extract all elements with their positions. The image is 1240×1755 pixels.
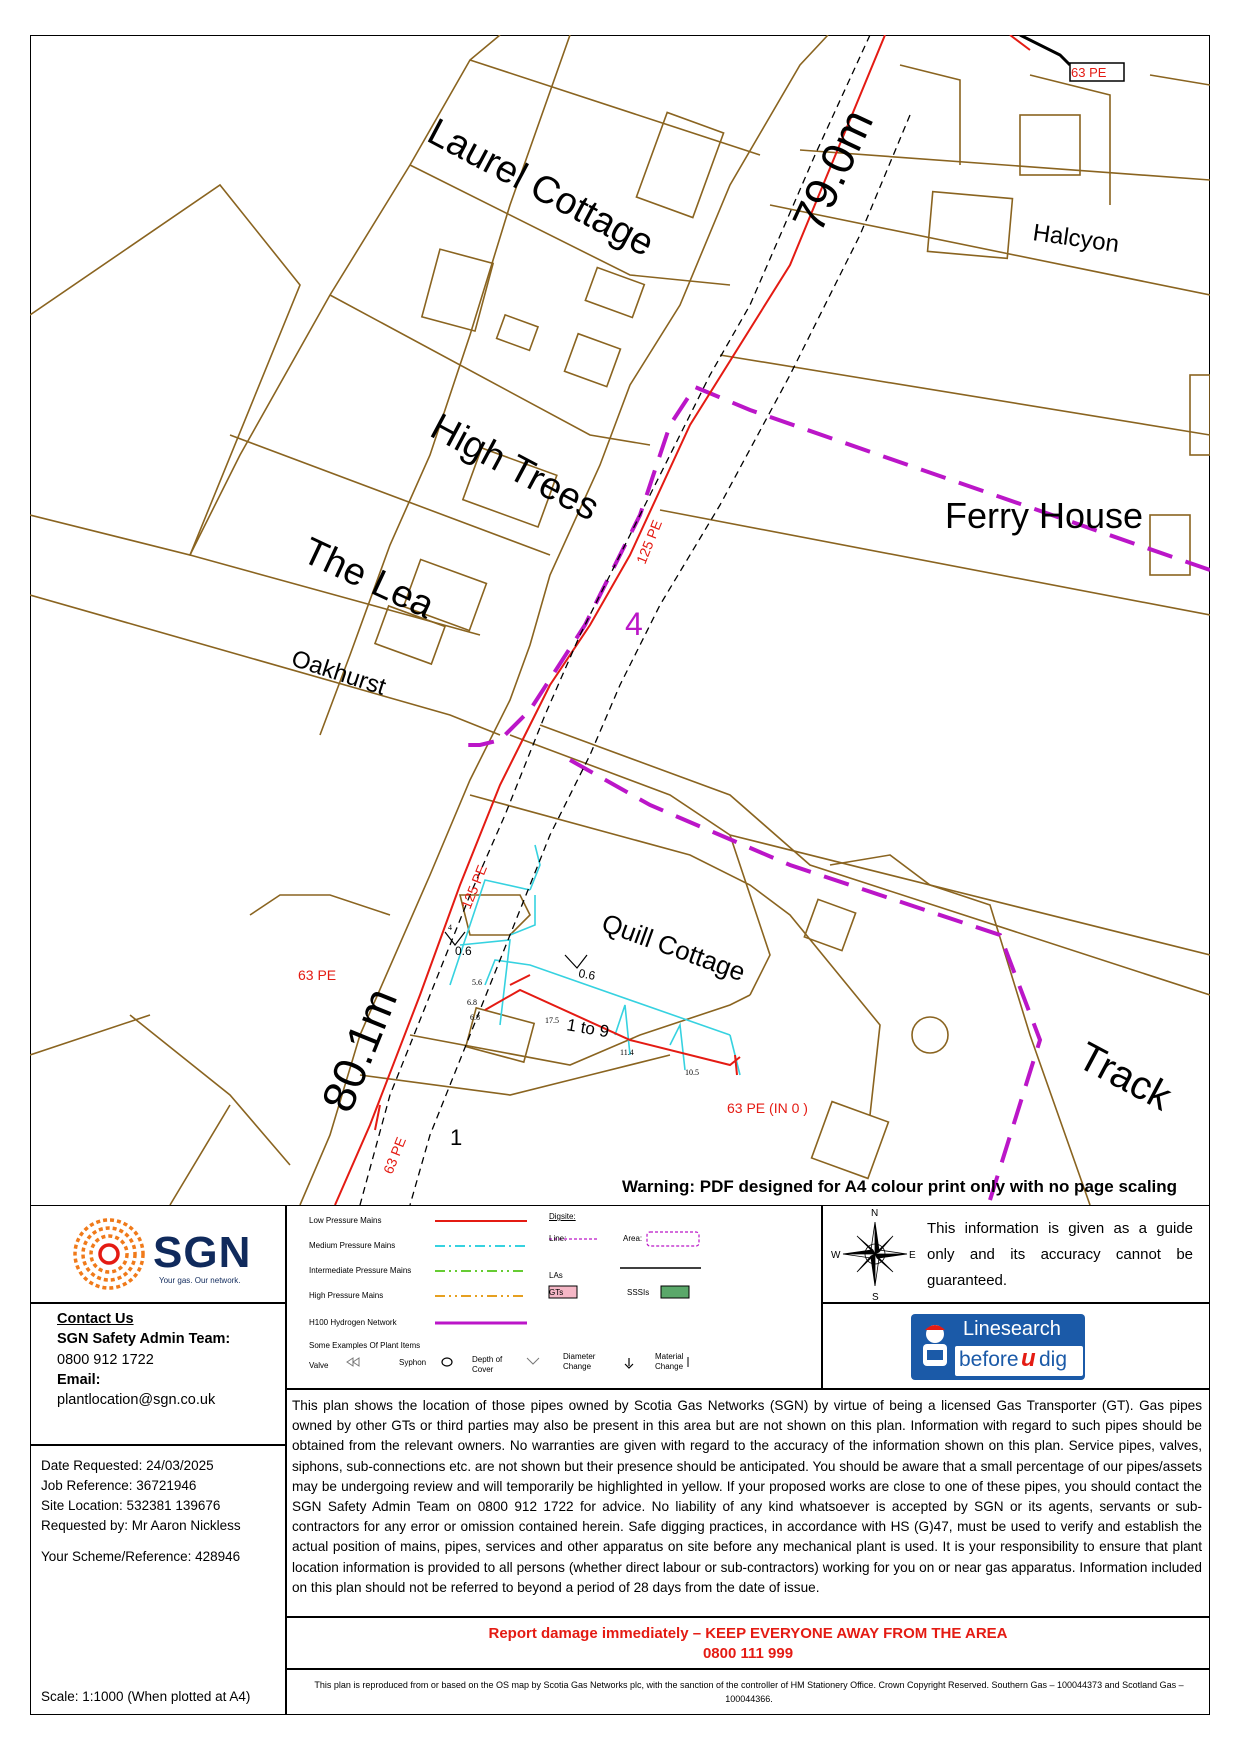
zone-number-label: 4 bbox=[625, 606, 643, 642]
map-labels bbox=[288, 65, 1179, 1196]
legend-intermediate: Intermediate Pressure Mains bbox=[309, 1266, 412, 1275]
property-label: Quill Cottage bbox=[597, 907, 750, 988]
contact-email-label: Email: bbox=[57, 1372, 101, 1388]
property-label: Halcyon bbox=[1031, 219, 1121, 259]
depth-label: 0.6 bbox=[455, 944, 472, 958]
logo-panel bbox=[30, 1205, 286, 1303]
legend-area: Area: bbox=[623, 1234, 643, 1243]
legend-syphon: Syphon bbox=[399, 1358, 427, 1367]
legend-gts: GTs bbox=[549, 1288, 564, 1297]
sgn-logo-text: SGN bbox=[153, 1228, 252, 1277]
legend-digsite: Digsite: bbox=[549, 1212, 576, 1221]
pipe-label: 63 PE bbox=[379, 1134, 410, 1177]
copyright-text: This plan is reproduced from or based on the OS map by Scotia Gas Networks plc, with the sanction of the controller of HM Stationery Office. Crown Copyright Reserved. Southern Gas – 100044373 and Scotland Gas – 100044366. bbox=[314, 1680, 1184, 1704]
requested-by: Requested by: Mr Aaron Nickless bbox=[41, 1518, 241, 1533]
legend-hydrogen: H100 Hydrogen Network bbox=[309, 1318, 397, 1327]
contact-team: SGN Safety Admin Team: bbox=[57, 1331, 231, 1347]
legend-depth-cover: Depth of Cover bbox=[472, 1355, 503, 1374]
compass-north: N bbox=[871, 1208, 879, 1219]
service-dim-label: 6.8 bbox=[467, 998, 477, 1007]
contact-email[interactable]: plantlocation@sgn.co.uk bbox=[57, 1392, 216, 1408]
map-scale: Scale: 1:1000 (When plotted at A4) bbox=[41, 1689, 251, 1704]
contact-phone[interactable]: 0800 912 1722 bbox=[57, 1352, 154, 1368]
legend-diameter-change: Diameter Change bbox=[563, 1352, 596, 1371]
compass-icon bbox=[835, 1214, 915, 1294]
linesearch-u: u bbox=[1021, 1345, 1036, 1372]
contact-panel bbox=[30, 1303, 286, 1445]
property-label: Ferry House bbox=[945, 495, 1144, 536]
pipe-label: 63 PE (IN 0 ) bbox=[727, 1100, 808, 1116]
compass-south: S bbox=[872, 1292, 879, 1303]
legend-low: Low Pressure Mains bbox=[309, 1216, 382, 1225]
compass-west: W bbox=[831, 1250, 841, 1261]
service-dim-label: 5.6 bbox=[472, 978, 482, 987]
pipe-leader-line bbox=[1020, 35, 1070, 65]
property-label: Oakhurst bbox=[288, 645, 390, 701]
legend-panel bbox=[286, 1205, 822, 1389]
gas-network-map[interactable] bbox=[30, 35, 1210, 1205]
site-location: Site Location: 532381 139676 bbox=[41, 1498, 221, 1513]
road-level-label: 79.0m bbox=[781, 101, 884, 240]
service-dim-label: 17.5 bbox=[545, 1016, 559, 1025]
sgn-tagline: Your gas. Our network. bbox=[159, 1276, 241, 1285]
property-label: Track bbox=[1070, 1034, 1179, 1120]
linesearch-before: before bbox=[959, 1348, 1019, 1371]
legend-plant-items: Some Examples Of Plant Items bbox=[309, 1341, 421, 1350]
emergency-phone[interactable]: 0800 111 999 bbox=[702, 1645, 794, 1662]
pipe-label: 125 PE bbox=[632, 517, 665, 567]
service-dim-label: 10.5 bbox=[685, 1068, 699, 1077]
linesearch-mascot-icon bbox=[915, 1320, 955, 1376]
print-warning: Warning: PDF designed for A4 colour print only with no page scaling bbox=[622, 1177, 1178, 1196]
job-reference: Job Reference: 36721946 bbox=[41, 1478, 197, 1493]
guide-note: This information is given as a guide only and its accuracy cannot be guaranteed. bbox=[927, 1220, 1193, 1289]
scheme-reference: Your Scheme/Reference: 428946 bbox=[41, 1549, 241, 1564]
linesearch-button[interactable] bbox=[911, 1314, 1085, 1380]
disclaimer-text: This plan shows the location of those pipes owned by Scotia Gas Networks (SGN) by virtue of being a licensed Gas Transporter (GT). Gas pipes owned by other GTs or third parties may also be present in this area but are not shown on this plan. Information with regard to such pipes should be obtained from the relevant owners. No warranties are given with regard to the accuracy of the information shown on this plan. Service pipes, valves, siphons, sub-connections etc. are not shown but their presence should be anticipated. You should be aware that a small percentage of our pipes/assets may be undergoing review and will temporarily be highlighted in yellow. If your proposed works are close to one of these pipes, you should contact the SGN Safety Admin Team on 0800 912 1722 for advice. No liability of any kind whatsoever is accepted by SGN or its agents, servants or sub-contractors for any error or omission contained herein. Safe digging practices, in accordance with HS (G)47, must be used to verify and establish the actual position of mains, pipes, services and other apparatus on site before any mechanical plant is used. It is your responsibility to ensure that plant location information is provided to all persons (whether direct labour or sub-contractors) working for you on or near gas apparatus. Information included on this plan should not be referred to beyond a period of 28 days from the date of issue. bbox=[292, 1398, 1202, 1595]
request-panel bbox=[30, 1445, 286, 1715]
depth-label: 0.6 bbox=[577, 966, 597, 983]
copyright-panel bbox=[286, 1669, 1210, 1715]
legend-line: Line: bbox=[549, 1234, 567, 1243]
linesearch-lower-band bbox=[955, 1346, 1083, 1376]
road-level-label: 80.1m bbox=[311, 980, 408, 1119]
property-label: Laurel Cottage bbox=[420, 110, 661, 265]
linesearch-dig: dig bbox=[1039, 1348, 1068, 1371]
property-label: 1 bbox=[450, 1125, 463, 1150]
pipe-label: 125 PE bbox=[457, 862, 490, 912]
property-label: High Trees bbox=[423, 405, 606, 530]
legend-las: LAs bbox=[549, 1271, 563, 1280]
sgn-logo-icon bbox=[71, 1216, 147, 1292]
contact-heading: Contact Us bbox=[57, 1311, 134, 1327]
linesearch-panel bbox=[822, 1303, 1210, 1389]
legend-valve: Valve bbox=[309, 1361, 329, 1370]
report-damage-text: Report damage immediately – KEEP EVERYONE AWAY FROM THE AREA bbox=[488, 1625, 1008, 1642]
legend-medium: Medium Pressure Mains bbox=[309, 1241, 396, 1250]
property-label: The Lea bbox=[296, 530, 441, 628]
legend-material-change: Material Change bbox=[655, 1352, 684, 1371]
service-dim-label: 4 bbox=[448, 923, 452, 932]
compass-east: E bbox=[909, 1250, 916, 1261]
service-dim-label: 6.8 bbox=[470, 1013, 480, 1022]
linesearch-title: Linesearch bbox=[963, 1318, 1061, 1340]
date-requested: Date Requested: 24/03/2025 bbox=[41, 1458, 214, 1473]
report-panel bbox=[286, 1617, 1210, 1669]
property-label: 1 to 9 bbox=[565, 1015, 611, 1042]
legend-high: High Pressure Mains bbox=[309, 1291, 384, 1300]
guide-panel bbox=[822, 1205, 1210, 1303]
pipe-label: 63 PE bbox=[298, 967, 337, 983]
legend-sssis: SSSIs bbox=[627, 1288, 650, 1297]
service-dim-label: 11.4 bbox=[620, 1048, 634, 1057]
pipe-label: 63 PE bbox=[1071, 65, 1107, 80]
